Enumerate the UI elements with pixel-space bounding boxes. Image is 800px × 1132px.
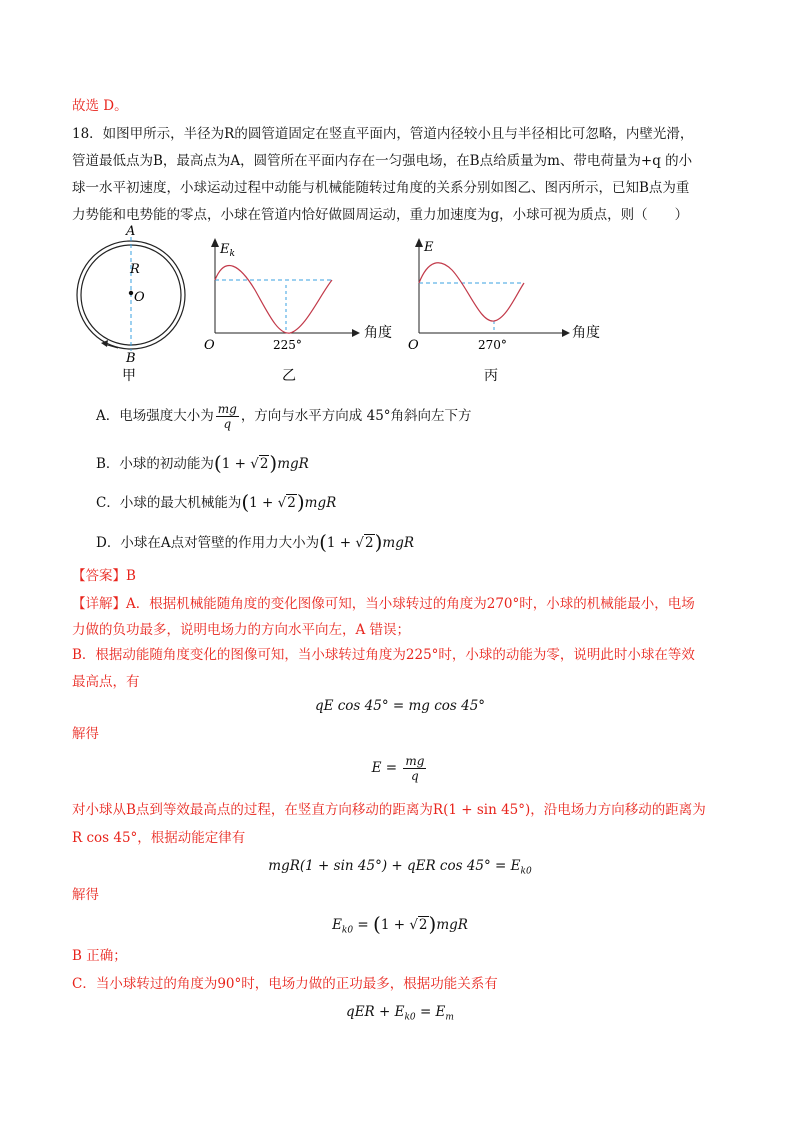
- e-curve: [419, 263, 524, 321]
- option-d: D．小球在A点对管壁的作用力大小为(1 + √2)mgR: [96, 530, 414, 554]
- caption-jia: 甲: [122, 368, 136, 384]
- equation-3: mgR(1 + sin 45°) + qER $\cos 45^\circ = E_{k0}$: [268, 858, 532, 877]
- bing-origin: O: [408, 338, 419, 353]
- equation-1: qE cos 45° = mg cos 45°: [314, 698, 486, 714]
- figure-bing: [408, 238, 600, 384]
- equation-2: E = $\frac{mg}{q}$: [371, 754, 425, 783]
- detail-line-1: 【详解】A．根据机械能随角度的变化图像可知，当小球转过的角度为270°时，小球的机械能最小，电场: [72, 596, 695, 612]
- solve-label-1: 解得: [72, 726, 99, 742]
- figure-jia: [77, 225, 185, 384]
- label-A: A: [126, 225, 136, 239]
- label-O: O: [134, 290, 145, 305]
- bing-xlabel: 角度: [572, 325, 600, 341]
- equation-4: $E_{k0} = (1 + √2)mgR$: [332, 912, 468, 936]
- option-c: C．小球的最大机械能为(1 + √2)mgR: [96, 490, 337, 514]
- option-b: B．小球的初动能为(1 + √2)mgR: [96, 451, 309, 475]
- bing-tick: 270°: [478, 338, 507, 352]
- b-correct: B 正确；: [72, 948, 127, 964]
- question-line-4: 力势能和电势能的零点，小球在管道内恰好做圆周运动，重力加速度为g，小球可视为质点，则（ ）: [72, 207, 689, 223]
- label-B: B: [126, 351, 136, 366]
- yi-xlabel: 角度: [364, 325, 392, 341]
- equation-5: qER + $E_{k0} = E_m$: [346, 1004, 454, 1023]
- bing-ylabel: E: [424, 240, 434, 255]
- question-line-3: 球一水平初速度，小球运动过程中动能与机械能随转过角度的关系分别如图乙、图丙所示，已知B点为重: [72, 180, 690, 196]
- detail-line-6: R cos 45°，根据动能定律有: [72, 830, 246, 846]
- option-a: A．电场强度大小为 $\frac{mg}{q}$ ，方向与水平方向成 45°角斜向左下方: [96, 402, 472, 431]
- question-line-1: 18．如图甲所示，半径为R的圆管道固定在竖直平面内，管道内径较小且与半径相比可忽略，内壁光滑，: [72, 126, 694, 142]
- figure-yi: [204, 238, 392, 384]
- detail-line-3: B．根据动能随角度变化的图像可知，当小球转过角度为225°时，小球的动能为零，说明此时小球在等效: [72, 647, 695, 663]
- yi-tick: 225°: [273, 338, 302, 352]
- label-R: R: [130, 262, 140, 277]
- ek-curve: [215, 266, 332, 334]
- caption-yi: 乙: [282, 368, 296, 384]
- detail-line-7: C．当小球转过的角度为90°时，电场力做的正功最多，根据功能关系有: [72, 976, 498, 992]
- previous-answer: 故选 D。: [72, 98, 128, 114]
- question-line-2: 管道最低点为B，最高点为A，圆管所在平面内存在一匀强电场，在B点给质量为m、带电荷量为+q 的小: [72, 153, 693, 169]
- caption-bing: 丙: [484, 368, 498, 384]
- yi-ylabel: $E_k$: [220, 242, 235, 259]
- solve-label-2: 解得: [72, 887, 99, 903]
- detail-line-5: 对小球从B点到等效最高点的过程，在竖直方向移动的距离为R(1 + sin 45°)，沿电场力方向移动的距离为: [72, 802, 706, 818]
- detail-line-4: 最高点，有: [72, 674, 140, 690]
- figures: [0, 225, 800, 395]
- detail-line-2: 力做的负功最多，说明电场力的方向水平向左，A 错误；: [72, 622, 411, 638]
- yi-origin: O: [204, 338, 215, 353]
- answer: 【答案】B: [72, 568, 136, 584]
